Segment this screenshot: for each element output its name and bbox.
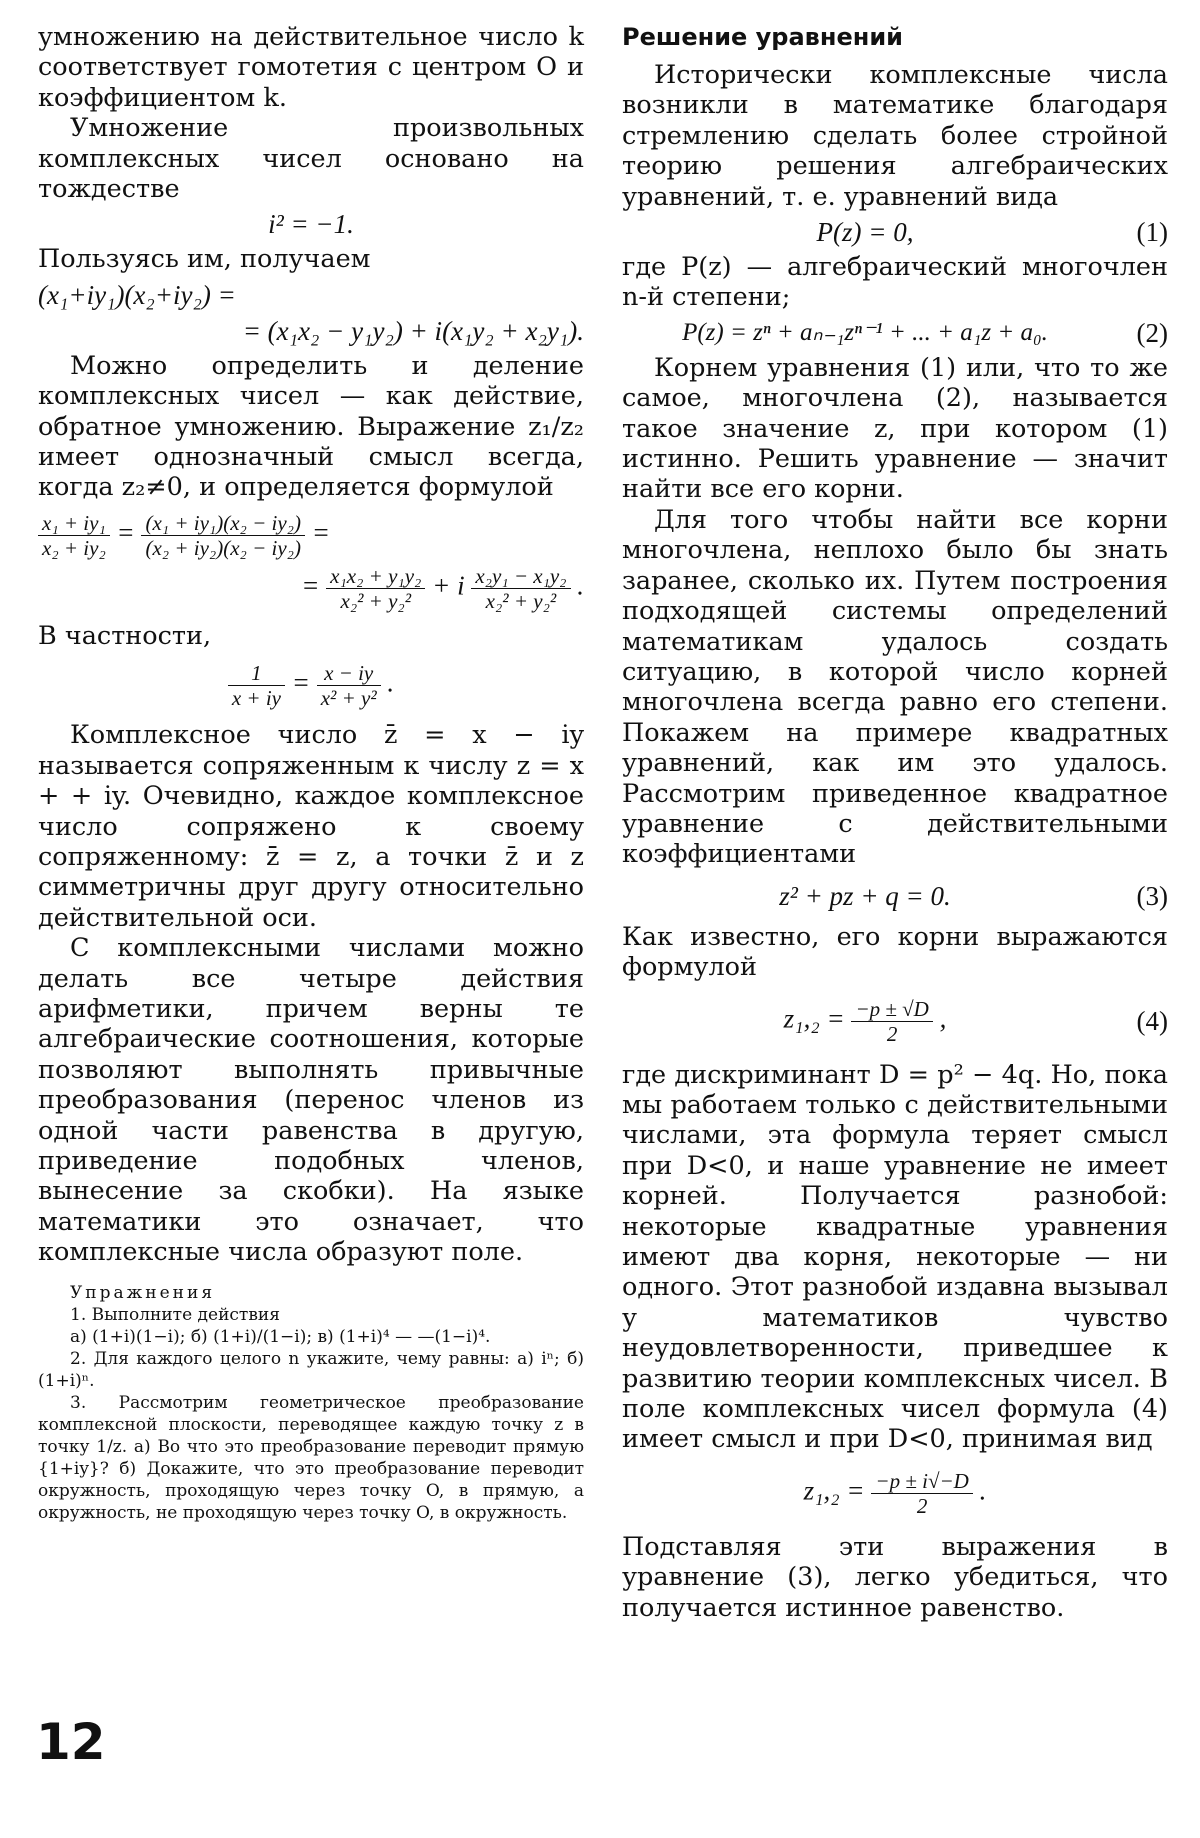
right-column — [622, 22, 1168, 1623]
page-number: 12 — [36, 1713, 106, 1771]
fraction — [141, 511, 304, 560]
fraction-denominator: x₂² + y₂² — [340, 588, 412, 613]
equation-number: (2) — [1136, 317, 1168, 348]
equation-3 — [622, 880, 1168, 912]
formula-division-line2 — [38, 564, 584, 613]
paragraph: умножению на действительное число k соответствует гомотетия с центром O и коэффициентом k. — [38, 22, 584, 113]
equation-number: (4) — [1136, 1006, 1168, 1037]
fraction-denominator: x₂ + iy₂ — [42, 535, 106, 560]
fraction — [228, 661, 285, 710]
fraction-numerator: 1 — [228, 661, 285, 686]
equation-lhs: z₁,₂ = — [803, 1475, 865, 1506]
equation-body: P(z) = 0, — [816, 217, 914, 248]
exercise-1-items: а) (1+i)(1−i); б) (1+i)/(1−i); в) (1+i)⁴ — —(1−i)⁴. — [70, 1326, 491, 1347]
fraction-numerator: x₂y₁ − x₁y₂ — [471, 564, 570, 589]
paragraph: Можно определить и деление комплексных чисел — как действие, обратное умножению. Выражение z₁/z₂ имеет однозначный смысл всегда, когда z₂≠0, и определяется формулой — [38, 350, 584, 503]
formula-product-line2: = (x₁x₂ − y₁y₂) + i(x₁y₂ + x₂y₁). — [242, 315, 584, 346]
formula-identity: i² = −1. — [268, 209, 354, 240]
equation-4 — [622, 997, 1168, 1046]
fraction — [38, 511, 110, 560]
exercise-1: 1. Выполните действия — [70, 1304, 280, 1325]
fraction-denominator: 2 — [916, 1493, 928, 1518]
equation-body: P(z) = zⁿ + aₙ₋₁zⁿ⁻¹ + ... + a₁z + a₀. — [682, 318, 1048, 346]
fraction-numerator: −p ± i√−D — [871, 1469, 972, 1494]
section-heading: Решение уравнений — [622, 23, 903, 51]
paragraph: В частности, — [38, 620, 212, 651]
paragraph: Умножение произвольных комплексных чисел основано на тождестве — [38, 113, 584, 205]
equation-5 — [622, 1469, 1168, 1518]
fraction-denominator: x + iy — [231, 686, 281, 711]
exercise-3: 3. Рассмотрим геометрическое преобразование комплексной плоскости, переводящее каждую точку z в точку 1/z. а) Во что это преобразование переводит прямую {1+iy}? б) Докажите, что это преобразование переводит окружность, проходящую через точку O, в прямую, а окружность, не проходящую через точку O, в окружность. — [38, 1392, 584, 1523]
fraction-numerator: (x₁ + iy₁)(x₂ − iy₂) — [141, 511, 304, 536]
formula-division-line1 — [38, 511, 584, 560]
fraction-denominator: (x₂ + iy₂)(x₂ − iy₂) — [145, 535, 301, 560]
left-column — [38, 22, 584, 1524]
fraction — [326, 564, 425, 613]
paragraph: Подставляя эти выражения в уравнение (3), легко убедиться, что получается истинное равенство. — [622, 1531, 1168, 1623]
fraction — [851, 997, 932, 1046]
paragraph: где P(z) — алгебраический многочлен n-й степени; — [622, 252, 1168, 313]
fraction-numerator: x₁ + iy₁ — [38, 511, 110, 536]
fraction-denominator: 2 — [886, 1021, 898, 1046]
paragraph: Как известно, его корни выражаются формулой — [622, 921, 1168, 983]
fraction-denominator: x₂² + y₂² — [485, 588, 557, 613]
fraction-numerator: x₁x₂ + y₁y₂ — [326, 564, 425, 589]
paragraph: Для того чтобы найти все корни многочлена, неплохо было бы знать заранее, сколько их. Путем построения подходящей системы определений математикам удалось создать ситуацию, в которой число корней многочлена всегда равно его степени. Покажем на примере квадратных уравнений, как им это удалось. Рассмотрим приведенное квадратное уравнение с действительными коэффициентами — [622, 504, 1168, 870]
paragraph: С комплексными числами можно делать все четыре действия арифметики, причем верны те алгебраические соотношения, которые позволяют выполнять привычные преобразования (перенос членов из одной части равенства в другую, приведение подобных членов, вынесение за скобки). На языке математики это означает, что комплексные числа образуют поле. — [38, 933, 584, 1268]
formula-inverse — [38, 661, 584, 710]
exercise-2: 2. Для каждого целого n укажите, чему равны: а) iⁿ; б) (1+i)ⁿ. — [38, 1348, 584, 1391]
period: . — [979, 1475, 987, 1506]
equation-body: z² + pz + q = 0. — [779, 880, 951, 911]
fraction-denominator: x² + y² — [320, 686, 377, 711]
equation-number: (1) — [1136, 217, 1168, 248]
equation-number: (3) — [1136, 880, 1168, 911]
formula-product-line1: (x₁+iy₁)(x₂+iy₂) = — [38, 279, 236, 310]
equals-sign: = — [116, 517, 135, 548]
paragraph: Исторически комплексные числа возникли в математике благодаря стремлению сделать более стройной теорию решения алгебраических уравнений, т. е. уравнений вида — [622, 60, 1168, 212]
fraction-numerator: −p ± √D — [851, 997, 932, 1022]
equation-body — [622, 997, 1108, 1046]
equation-lhs: z₁,₂ = — [783, 1003, 845, 1034]
equals-sign: = — [291, 667, 310, 698]
equals-sign: = — [301, 570, 320, 601]
period: . — [387, 667, 395, 698]
equation-1 — [622, 216, 1168, 248]
period: . — [577, 570, 584, 601]
paragraph: где дискриминант D = p² − 4q. Но, пока мы работаем только с действительными числами, эта формула теряет смысл при D<0, и наше уравнение не имеет корней. Получается разнобой: некоторые квадратные уравнения имеют два корня, некоторые — ни одного. Этот разнобой издавна вызывал у математиков чувство неудовлетворенности, приведшее к развитию теории комплексных чисел. В поле комплексных чисел формула (4) имеет смысл и при D<0, принимая вид — [622, 1059, 1168, 1455]
equals-sign: = — [311, 517, 330, 548]
fraction-numerator: x − iy — [317, 661, 381, 686]
comma: , — [939, 1003, 947, 1034]
fraction — [471, 564, 570, 613]
plus-i: + i — [432, 570, 465, 601]
exercises-heading: Упражнения — [70, 1282, 216, 1303]
equation-2 — [622, 317, 1168, 349]
paragraph: Пользуясь им, получаем — [38, 244, 371, 275]
fraction — [317, 661, 381, 710]
fraction — [871, 1469, 972, 1518]
paragraph: Комплексное число z̄ = x − iy называется сопряженным к числу z = x + + iy. Очевидно, каждое комплексное число сопряжено к своему сопряженному: z̄̄ = z, а точки z̄ и z симметричны друг другу относительно действительной оси. — [38, 720, 584, 933]
paragraph: Корнем уравнения (1) или, что то же самое, многочлена (2), называется такое значение z, при котором (1) истинно. Решить уравнение — значит найти все его корни. — [622, 352, 1168, 505]
exercises-title — [38, 1282, 584, 1304]
